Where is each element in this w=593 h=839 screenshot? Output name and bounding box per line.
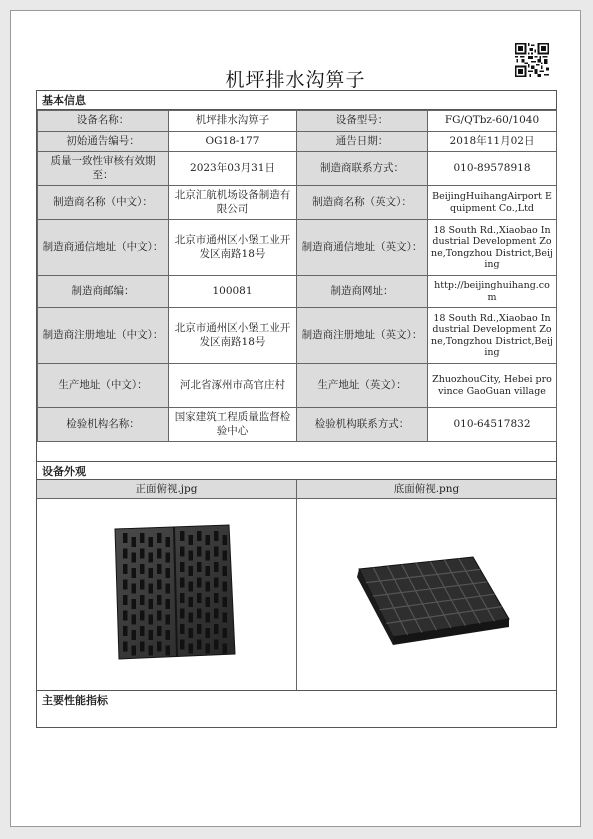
bottom-view-label: 底面俯视.png	[297, 480, 556, 499]
field-label: 制造商联系方式：	[297, 152, 428, 186]
grate-slot	[132, 630, 137, 640]
grate-slot	[123, 611, 128, 621]
field-value: FG/QTbz-60/1040	[428, 111, 557, 132]
table-row	[38, 111, 557, 132]
grate-slot	[140, 611, 145, 621]
grate-slot	[180, 547, 185, 557]
field-label: 制造商名称（中文）：	[38, 186, 169, 220]
grate-slot	[149, 646, 154, 656]
grate-slot	[197, 531, 202, 541]
grate-slot	[132, 584, 137, 594]
basic-info-table	[37, 110, 557, 442]
grate-slot	[214, 578, 219, 588]
grate-slot	[189, 597, 194, 607]
grate-slot	[123, 533, 128, 543]
table-row	[38, 408, 557, 442]
grate-slot	[223, 613, 228, 623]
grate-slot	[180, 640, 185, 650]
field-value: 国家建筑工程质量监督检验中心	[169, 408, 297, 442]
grate-slot	[157, 564, 162, 574]
grate-slot	[206, 597, 211, 607]
grate-slot	[157, 595, 162, 605]
field-value: 2023年03月31日	[169, 152, 297, 186]
grate-slot	[214, 593, 219, 603]
grate-slot	[206, 644, 211, 654]
field-label: 制造商邮编：	[38, 276, 169, 308]
document-page	[10, 10, 581, 827]
grate-slot	[206, 566, 211, 576]
grate-slot	[123, 549, 128, 559]
field-label: 检验机构联系方式：	[297, 408, 428, 442]
page-title: 机坪排水沟箅子	[225, 69, 366, 91]
field-label: 质量一致性审核有效期至：	[38, 152, 169, 186]
grate-slot	[157, 580, 162, 590]
grate-slot	[180, 578, 185, 588]
grate-slot	[223, 628, 228, 638]
grate-slot	[140, 642, 145, 652]
field-label: 制造商注册地址（中文）：	[38, 308, 169, 364]
table-row	[38, 220, 557, 276]
field-value: 河北省涿州市高官庄村	[169, 364, 297, 408]
grate-slot	[123, 580, 128, 590]
table-row	[38, 276, 557, 308]
grate-slot	[180, 593, 185, 603]
grate-slot	[223, 597, 228, 607]
field-label: 通告日期：	[297, 132, 428, 152]
grate-slot	[206, 613, 211, 623]
grate-slot	[223, 551, 228, 561]
grate-slot	[214, 531, 219, 541]
performance-section	[37, 690, 556, 711]
grate-slot	[166, 568, 171, 578]
grate-slot	[166, 553, 171, 563]
grate-slot	[157, 642, 162, 652]
grate-slot	[123, 626, 128, 636]
grate-slot	[214, 624, 219, 634]
field-value: 机坪排水沟箅子	[169, 111, 297, 132]
grate-slot	[157, 611, 162, 621]
grate-slot	[189, 535, 194, 545]
table-row	[38, 186, 557, 220]
field-value: 010-64517832	[428, 408, 557, 442]
table-row	[38, 152, 557, 186]
table-row	[38, 364, 557, 408]
section-basic-info: 基本信息	[37, 91, 556, 110]
field-label: 制造商通信地址（英文）：	[297, 220, 428, 276]
field-value: 北京市通州区小堡工业开发区南路18号	[169, 308, 297, 364]
grate-slot	[123, 642, 128, 652]
grate-slot	[223, 582, 228, 592]
field-label: 生产地址（中文）：	[38, 364, 169, 408]
grate-slot	[197, 593, 202, 603]
field-value: 100081	[169, 276, 297, 308]
grate-slot	[149, 615, 154, 625]
front-view-label: 正面俯视.jpg	[37, 480, 296, 499]
grate-slot	[140, 564, 145, 574]
grate-slot	[157, 549, 162, 559]
grate-slot	[166, 630, 171, 640]
grate-slot	[180, 562, 185, 572]
grate-slot	[197, 547, 202, 557]
grate-slot	[149, 568, 154, 578]
grate-slot	[214, 547, 219, 557]
grate-slot	[123, 564, 128, 574]
grate-slot	[166, 584, 171, 594]
bottom-view-image	[297, 499, 556, 690]
grate-slot	[180, 531, 185, 541]
spec-sheet	[36, 90, 557, 728]
field-value: 2018年11月02日	[428, 132, 557, 152]
section-performance: 主要性能指标	[37, 691, 556, 710]
grate-slot	[189, 582, 194, 592]
field-value: OG18-177	[169, 132, 297, 152]
field-value: 18 South Rd.,Xiaobao Industrial Development Zone,Tongzhou District,Beijing	[428, 308, 557, 364]
grate-slot	[189, 551, 194, 561]
field-value: 北京汇航机场设备制造有限公司	[169, 186, 297, 220]
field-label: 制造商注册地址（英文）：	[297, 308, 428, 364]
field-label: 制造商名称（英文）：	[297, 186, 428, 220]
grate-slot	[189, 613, 194, 623]
field-value: ZhuozhouCity, Hebei province GaoGuan village	[428, 364, 557, 408]
grate-slot	[180, 609, 185, 619]
front-view-image	[37, 499, 296, 690]
grate-bottom-illustration	[297, 499, 556, 690]
grate-slot	[189, 628, 194, 638]
grate-slot	[189, 644, 194, 654]
grate-slot	[157, 626, 162, 636]
grate-slot	[214, 609, 219, 619]
field-label: 制造商通信地址（中文）：	[38, 220, 169, 276]
grate-slot	[214, 640, 219, 650]
table-row	[38, 308, 557, 364]
grate-slot	[140, 549, 145, 559]
field-label: 设备型号：	[297, 111, 428, 132]
grate-slot	[197, 640, 202, 650]
grate-slot	[132, 599, 137, 609]
grate-slot	[197, 562, 202, 572]
grate-slot	[197, 609, 202, 619]
grate-slot	[140, 533, 145, 543]
grate-slot	[223, 535, 228, 545]
grate-slot	[149, 553, 154, 563]
table-row	[38, 132, 557, 152]
grate-slot	[206, 535, 211, 545]
grate-slot	[197, 578, 202, 588]
grate-slot	[157, 533, 162, 543]
grate-slot	[149, 584, 154, 594]
grate-slot	[123, 595, 128, 605]
grate-slot	[206, 582, 211, 592]
website-link[interactable]: http://beijinghuihang.com	[428, 276, 557, 308]
grate-slot	[166, 615, 171, 625]
grate-slot	[214, 562, 219, 572]
field-label: 生产地址（英文）：	[297, 364, 428, 408]
grate-slot	[149, 599, 154, 609]
field-label: 检验机构名称：	[38, 408, 169, 442]
grate-slot	[206, 628, 211, 638]
grate-slot	[149, 630, 154, 640]
field-value: 北京市通州区小堡工业开发区南路18号	[169, 220, 297, 276]
grate-slot	[132, 537, 137, 547]
grate-slot	[166, 646, 171, 656]
grate-slot	[132, 615, 137, 625]
grate-slot	[206, 551, 211, 561]
field-value: 18 South Rd.,Xiaobao Industrial Development Zone,Tongzhou District,Beijing	[428, 220, 557, 276]
grate-slot	[223, 566, 228, 576]
grate-slot	[140, 580, 145, 590]
grate-slot	[180, 624, 185, 634]
grate-slot	[140, 595, 145, 605]
grate-slot	[149, 537, 154, 547]
grate-slot	[132, 568, 137, 578]
grate-front-illustration	[37, 499, 296, 690]
field-value: BeijingHuihangAirport Equipment Co.,Ltd	[428, 186, 557, 220]
field-label: 设备名称：	[38, 111, 169, 132]
section-appearance: 设备外观	[37, 461, 556, 480]
field-value: 010-89578918	[428, 152, 557, 186]
grate-slot	[166, 537, 171, 547]
grate-slot	[189, 566, 194, 576]
grate-slot	[132, 646, 137, 656]
grate-slot	[197, 624, 202, 634]
grate-slot	[166, 599, 171, 609]
grate-slot	[223, 644, 228, 654]
field-label: 制造商网址：	[297, 276, 428, 308]
grate-slot	[140, 626, 145, 636]
field-label: 初始通告编号：	[38, 132, 169, 152]
grate-slot	[132, 553, 137, 563]
